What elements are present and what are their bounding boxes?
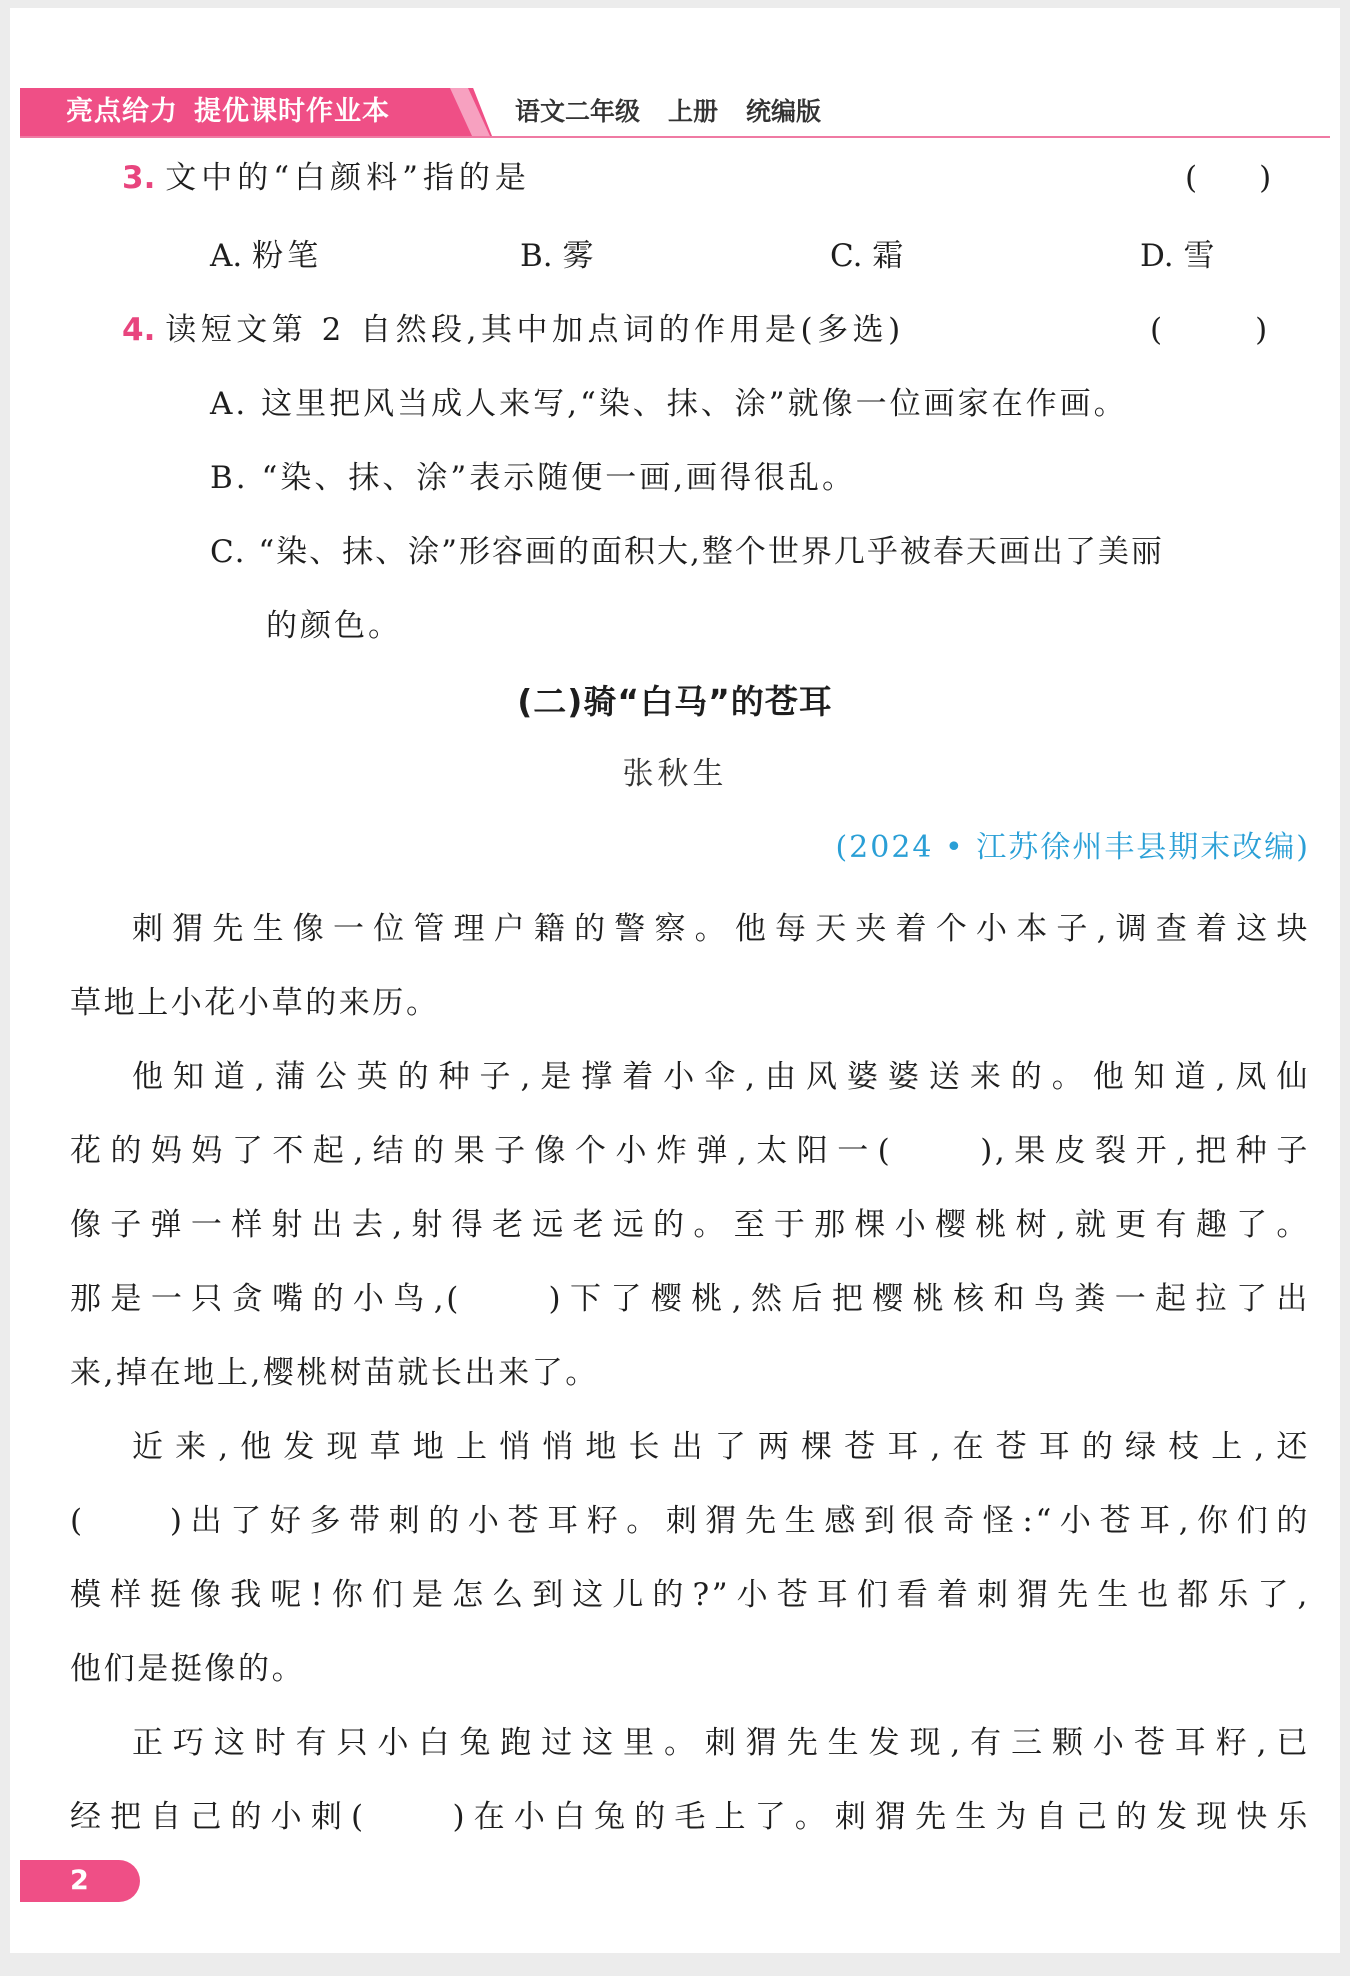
edition: 统编版 (746, 97, 822, 126)
subject-grade: 语文二年级 (515, 97, 641, 126)
option-b: B. 雾 (520, 238, 594, 274)
passage-line: 那是一只贪嘴的小鸟,( )下了樱桃,然后把樱桃核和鸟粪一起拉了出 (70, 1281, 1310, 1317)
passage-line: 近来,他发现草地上悄悄地长出了两棵苍耳,在苍耳的绿枝上,还 (132, 1429, 1310, 1465)
passage-line: 草地上小花小草的来历。 (70, 985, 440, 1021)
option-b: B. “染、抹、涂”表示随便一画,画得很乱。 (210, 460, 857, 496)
series-name: 提优课时作业本 (194, 96, 390, 127)
passage-line: 来,掉在地上,樱桃树苗就长出来了。 (70, 1355, 599, 1391)
passage-line: 花的妈妈了不起,结的果子像个小炸弹,太阳一( ),果皮裂开,把种子 (70, 1133, 1310, 1169)
brand-name: 亮点给力 (66, 96, 178, 127)
header-book-info (515, 94, 849, 130)
passage-line: 他知道,蒲公英的种子,是撑着小伞,由风婆婆送来的。他知道,凤仙 (132, 1059, 1310, 1095)
option-c-continued: 的颜色。 (266, 608, 402, 644)
question-number: 4. (122, 312, 156, 348)
option-c: C. 霜 (830, 238, 904, 274)
passage-line: ( )出了好多带刺的小苍耳籽。刺猬先生感到很奇怪:“小苍耳,你们的 (70, 1503, 1310, 1539)
passage-author: 张秋生 (622, 756, 728, 792)
passage-title: (二)骑“白马”的苍耳 (517, 682, 833, 721)
question-text: 文中的“白颜料”指的是 (165, 160, 531, 196)
question-4 (122, 308, 905, 352)
passage-body (70, 892, 1310, 1854)
question-3 (122, 156, 531, 200)
option-a: A. 这里把风当成人来写,“染、抹、涂”就像一位画家在作画。 (210, 386, 1128, 422)
header-divider (20, 136, 1330, 138)
passage-source: (2024 • 江苏徐州丰县期末改编) (835, 830, 1310, 865)
question-number: 3. (122, 160, 156, 196)
passage-line: 他们是挺像的。 (70, 1651, 306, 1687)
option-d: D. 雪 (1140, 238, 1215, 274)
passage-line: 模样挺像我呢!你们是怎么到这儿的?”小苍耳们看着刺猬先生也都乐了, (70, 1577, 1310, 1613)
passage-line: 经把自己的小刺( )在小白兔的毛上了。刺猬先生为自己的发现快乐 (70, 1799, 1310, 1835)
page-number: 2 (70, 1865, 89, 1896)
passage-line: 正巧这时有只小白兔跑过这里。刺猬先生发现,有三颗小苍耳籽,已 (132, 1725, 1310, 1761)
passage-line: 刺猬先生像一位管理户籍的警察。他每天夹着个小本子,调查着这块 (132, 911, 1310, 947)
volume: 上册 (668, 97, 719, 126)
passage-line: 像子弹一样射出去,射得老远老远的。至于那棵小樱桃树,就更有趣了。 (70, 1207, 1310, 1243)
option-c: C. “染、抹、涂”形容画的面积大,整个世界几乎被春天画出了美丽 (210, 534, 1164, 570)
answer-bracket: ( ) (1150, 312, 1268, 348)
option-a: A. 粉笔 (210, 238, 323, 274)
question-text: 读短文第 2 自然段,其中加点词的作用是(多选) (165, 312, 905, 348)
question-3-options (210, 234, 1270, 278)
workbook-page (10, 8, 1340, 1953)
answer-bracket: ( ) (1185, 160, 1272, 196)
header-brand (66, 94, 390, 130)
